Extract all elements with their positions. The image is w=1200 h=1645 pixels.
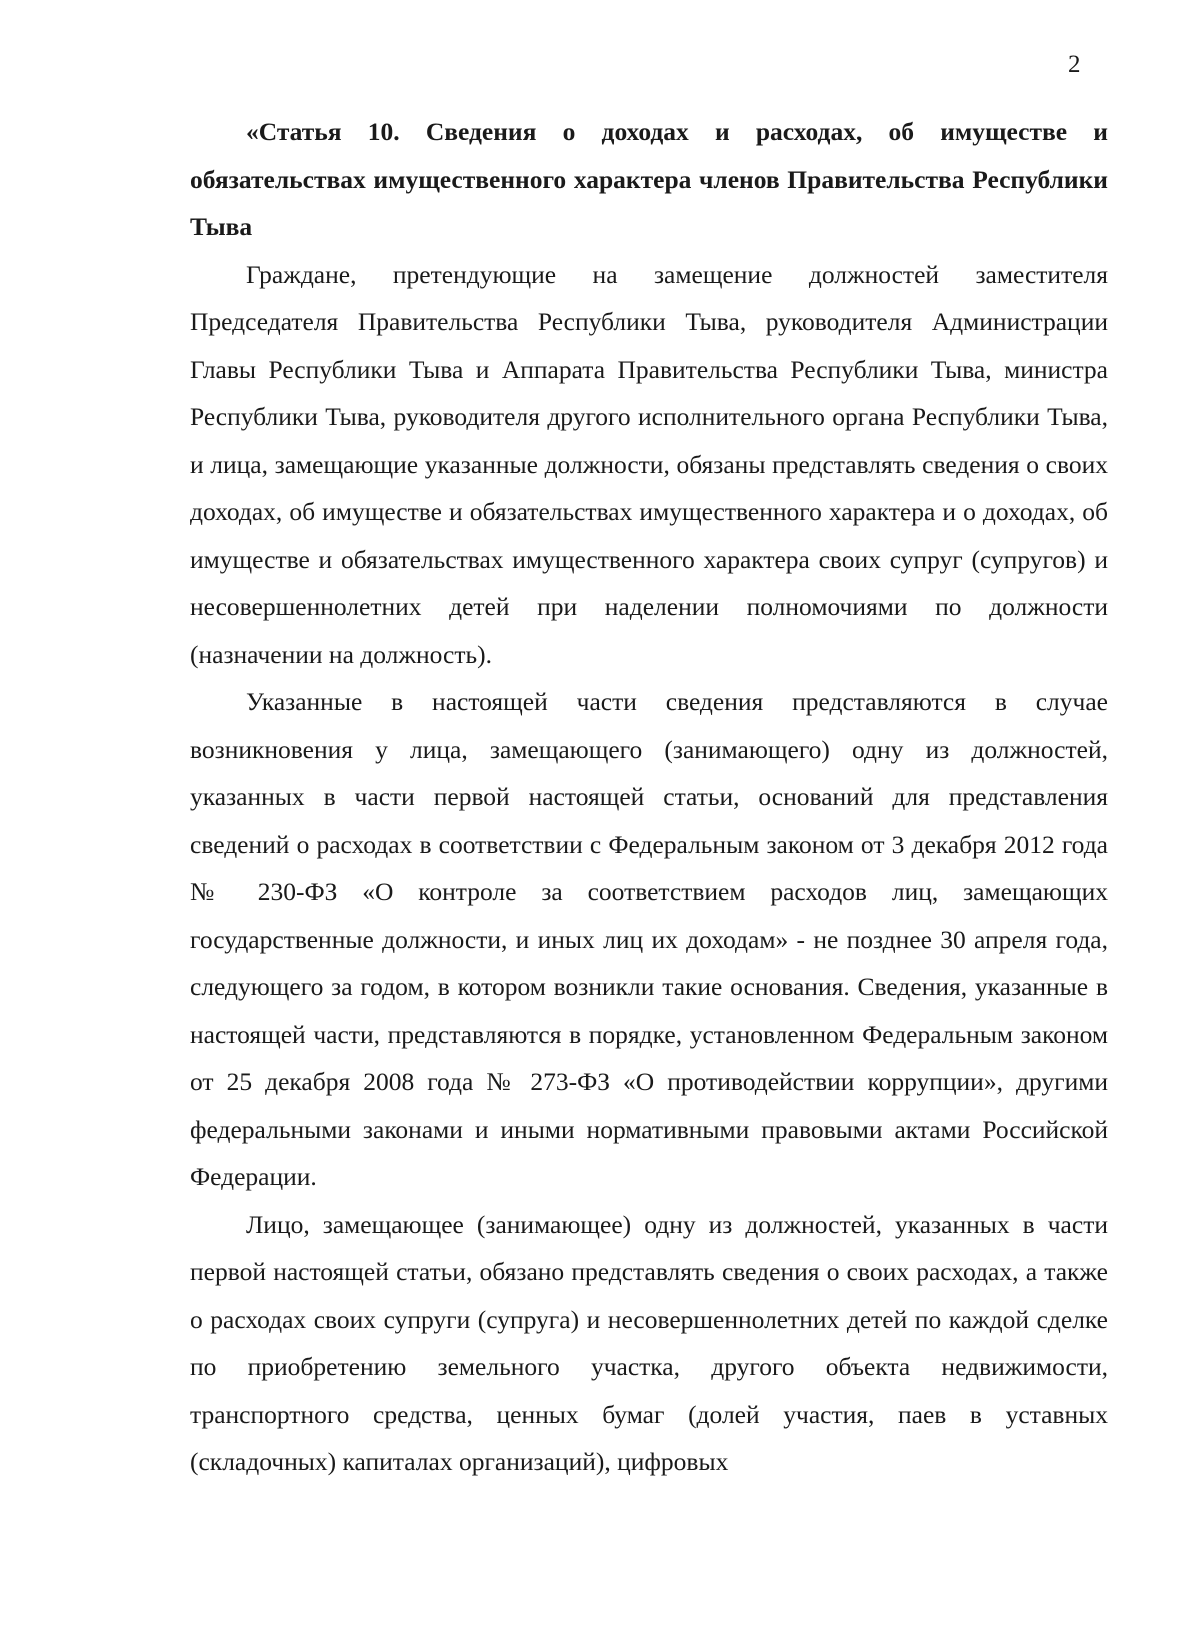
page-number: 2 — [1068, 51, 1081, 78]
paragraph-2: Указанные в настоящей части сведения представляются в случае возникновения у лица, замещающего (занимающего) одну из должностей, указанных в части первой настоящей статьи, оснований для представления сведений о расходах в соответствии с Федеральным законом от 3 декабря 2012 года № 230-ФЗ «О контроле за соответствием расходов лиц, замещающих государственные должности, и иных лиц их доходам» - не позднее 30 апреля года, следующего за годом, в котором возникли такие основания. Сведения, указанные в настоящей части, представляются в порядке, установленном Федеральным законом от 25 декабря 2008 года № 273-ФЗ «О противодействии коррупции», другими федеральными законами и иными нормативными правовыми актами Российской Федерации. — [190, 687, 1108, 1191]
paragraph-1: Граждане, претендующие на замещение должностей заместителя Председателя Правительства Республики Тыва, руководителя Администрации Главы Республики Тыва и Аппарата Правительства Республики Тыва, министра Республики Тыва, руководителя другого исполнительного органа Республики Тыва, и лица, замещающие указанные должности, обязаны представлять сведения о своих доходах, об имуществе и обязательствах имущественного характера и о доходах, об имуществе и обязательствах имущественного характера своих супруг (супругов) и несовершеннолетних детей при наделении полномочиями по должности (назначении на должность). — [190, 259, 1108, 669]
article-heading: «Статья 10. Сведения о доходах и расходах, об имуществе и обязательствах имущественного характера членов Правительства Республики Тыва — [190, 117, 1108, 241]
document-body — [190, 108, 1108, 1486]
paragraph-3: Лицо, замещающее (занимающее) одну из должностей, указанных в части первой настоящей статьи, обязано представлять сведения о своих расходах, а также о расходах своих супруги (супруга) и несовершеннолетних детей по каждой сделке по приобретению земельного участка, другого объекта недвижимости, транспортного средства, ценных бумаг (долей участия, паев в уставных (складочных) капиталах организаций), цифровых — [190, 1209, 1108, 1476]
